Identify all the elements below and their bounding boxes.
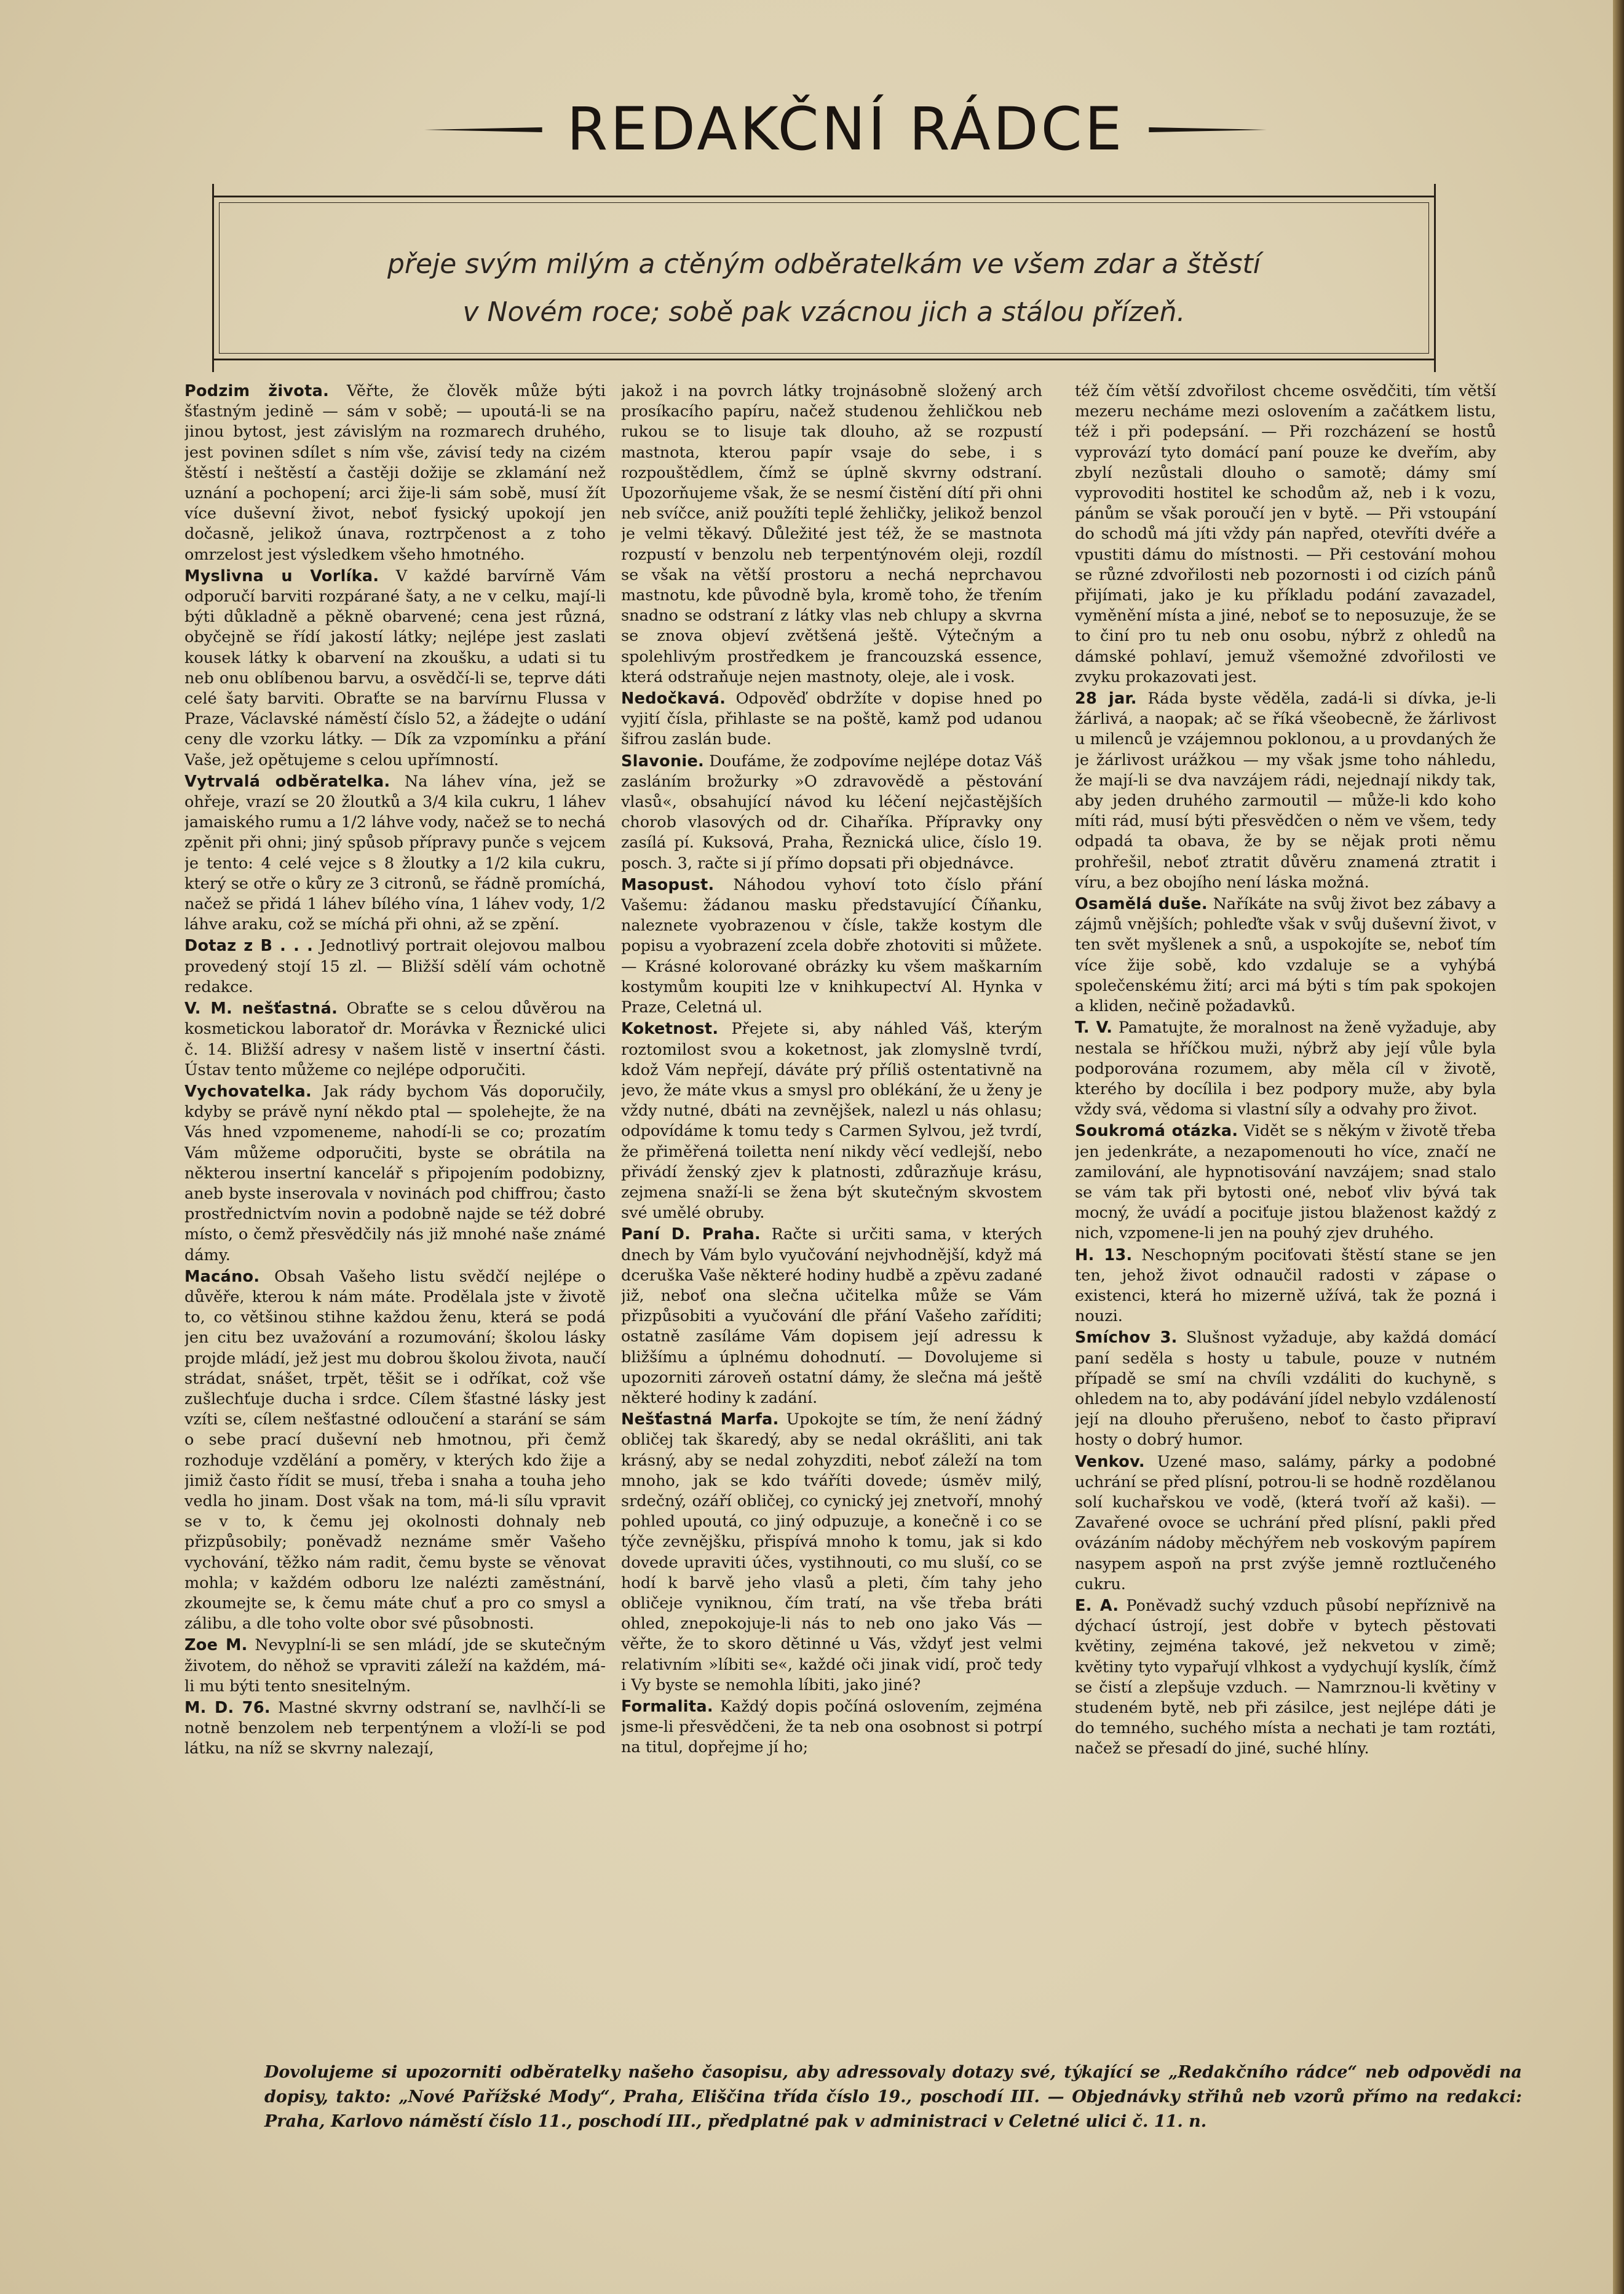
- answer-recipient: T. V.: [1075, 1018, 1113, 1038]
- answer-recipient: Smíchov 3.: [1075, 1328, 1178, 1347]
- answer-recipient: Podzim života.: [184, 382, 330, 400]
- answer-recipient: Slavonie.: [621, 752, 705, 771]
- answer-paragraph: [1075, 1328, 1496, 1450]
- greeting-text: [214, 240, 1434, 336]
- answer-recipient: Paní D. Praha.: [621, 1225, 761, 1244]
- answer-paragraph: [1075, 689, 1496, 893]
- answer-text: Přejete si, aby náhled Váš, kterým roztomilost svou a koketnost, jak zlomyslně tvrdí, kdož Vám nepřejí, dáváte prý příliš ostentativně na jevo, že máte vkus a smysl pro oblékání, že u ženy je vždy nutné, dbáti na zevnějšek, nalezl u nás ohlasu; odpovídáme k tomu tedy s Carmen Sylvou, jež tvrdí, že přiměřená toiletta není nikdy věcí vedlejší, nebo přivádí ženský zjev k platnosti, zdůrazňuje krásu, zejmena snaží-li se žena být skutečným skvostem své umělé obruby.: [621, 1020, 1042, 1223]
- answer-text: Slušnost vyžaduje, aby každá domácí paní seděla s hosty u tabule, pouze v nutném případě se smí na chvíli vzdáliti do kuchyně, s ohledem na to, aby podávání jídel nebylo vzdáleností její na dlouho přerušeno, neboť to často připraví hosty o dobrý humor.: [1075, 1328, 1496, 1450]
- answer-text: V každé barvírně Vám odporučí barviti rozpárané šaty, a ne v celku, mají-li býti důkladně a pěkně obarvené; cena jest různá, obyčejně se řídí jakostí látky; nejlépe jest zaslati kousek látky k obarvení na zkoušku, a udati si tu neb onu oblíbenou barvu, a osvědčí-li se, teprve dáti celé šaty barviti. Obraťte se na barvírnu Flussa v Praze, Václavské náměstí číslo 52, a žádejte o udání ceny dle vzorku látky. — Dík za vzpomínku a přání Vaše, jež opětujeme s celou upřímností.: [184, 566, 606, 769]
- answer-text: Odpověď obdržíte v dopise hned po vyjití čísla, přihlaste se na poště, kamž pod udanou šifrou zaslán bude.: [621, 689, 1042, 749]
- ornament-rule-right: [1149, 122, 1267, 136]
- answer-recipient: Osamělá duše.: [1075, 895, 1208, 914]
- answer-paragraph: [621, 689, 1042, 750]
- answer-recipient: 28 jar.: [1075, 689, 1137, 708]
- answer-recipient: Venkov.: [1075, 1452, 1145, 1471]
- answer-text: Věřte, že člověk může býti šťastným jedině — sám v sobě; — upoutá-li se na jinou bytost, jest závislým na rozmarech druhého, jest povinen sdílet s ním vše, závisí tedy na cizém štěstí i neštěstí a častěji dožije se zklamání než uznání a pochopení; arci žije-li sám sobě, musí žít více duševní život, neboť fysický upokojí jen dočasně, jelikož únava, roztrpčenost a z toho omrzelost jest výsledkem všeho hmotného.: [184, 382, 606, 564]
- answer-recipient: Nedočkavá.: [621, 689, 726, 708]
- column-3: [1075, 381, 1496, 2057]
- answer-paragraph: [1075, 1018, 1496, 1120]
- answer-paragraph: [1075, 894, 1496, 1017]
- answer-text: Neschopným pociťovati štěstí stane se jen ten, jehož život odnaučil radosti v zápase o existenci, která ho mizerně užívá, tak že pozná i nouzi.: [1075, 1245, 1496, 1326]
- answer-text: Na láhev vína, jež se ohřeje, vrazí se 20 žloutků a 3/4 kila cukru, 1 láhev jamaiského rumu a 1/2 láhve vody, načež se to nechá zpěnit při ohni; jiný spůsob přípravy punče s vejcem je tento: 4 celé vejce s 8 žloutky a 1/2 kila cukru, který se otře o kůry ze 3 citronů, se řádně promíchá, načež se přidá 1 láhev bílého vína, 1 láhev vody, 1/2 láhve araku, což se míchá při ohni, až se zpění.: [184, 772, 606, 934]
- ornament-rule-left: [424, 122, 542, 136]
- answer-recipient: Zoe M.: [184, 1636, 248, 1655]
- answer-paragraph: [184, 1267, 606, 1635]
- answer-paragraph: [1075, 1452, 1496, 1595]
- answer-recipient: Macáno.: [184, 1267, 260, 1286]
- answer-paragraph: [184, 566, 606, 771]
- banner-corner-tick: [1434, 184, 1436, 206]
- answer-paragraph: [621, 752, 1042, 874]
- answers-columns: [184, 381, 1507, 2057]
- answer-text: Jak rády bychom Vás doporučily, kdyby se právě nyní někdo ptal — spolehejte, že na Vás hned vzpomeneme, nahodí-li se co; prozatím Vám můžeme odporučiti, byste se obrátila na některou insertní kancelář s připojením podobizny, aneb byste inserovala v novinách pod chiffrou; často prostřednictvím novin a podobně najde se též dobré místo, o čemž přesvědčily nás již mnohé naše známé dámy.: [184, 1082, 606, 1264]
- answer-paragraph: [621, 875, 1042, 1018]
- answer-text: Doufáme, že zodpovíme nejlépe dotaz Váš zasláním brožurky »O zdravovědě a pěstování vlasů«, obsahující návod ku léčení nejčastějších chorob vlasových od dr. Cihaříka. Přípravky ony zasílá pí. Kuksová, Praha, Řeznická ulice, číslo 19. posch. 3, račte si jí přímo dopsati při objednávce.: [621, 752, 1042, 873]
- answer-text: Pamatujte, že moralnost na ženě vyžaduje, aby nestala se hříčkou muži, nýbrž aby její vůle byla podporována rozumem, aby měla cíl v životě, kterého by docílila i bez podpory muže, aby byla vždy svá, vědoma si vlastní síly a odvahy pro život.: [1075, 1018, 1496, 1119]
- answer-text: Ráda byste věděla, zadá-li si dívka, je-li žárlivá, a naopak; ač se říká všeobecně, že žárlivost u milenců je vzájemnou poklonou, a u provdaných že je žárlivost urážkou — my však jsme toho náhledu, že mají-li se dva navzájem rádi, nejednají nikdy tak, aby jeden druhého zarmoutil — může-li kdo koho míti rád, musí býti přesvědčen o něm ve všem, tedy odpadá ta obava, že by se nějak proti němu prohřešil, neboť ztratit důvěru znamená ztratit i víru, a bez obojího není láska možná.: [1075, 689, 1496, 892]
- answer-recipient: Nešťastná Marfa.: [621, 1410, 779, 1429]
- answer-text: Náhodou vyhoví toto číslo přání Vašemu: žádanou masku představující Číňanku, naleznete vyobrazenou v čísle, takže kostym dle popisu a vyobrazení zcela dobře zhotoviti si můžete. — Krásné kolorované obrázky ku všem maškarním kostymům koupiti lze v knihkupectví Al. Hynka v Praze, Celetná ul.: [621, 875, 1042, 1017]
- answer-recipient: Soukromá otázka.: [1075, 1122, 1238, 1141]
- answer-text: jakož i na povrch látky trojnásobně složený arch prosíkacího papíru, načež studenou žehličkou neb rukou se to lisuje tak dlouho, až se rozpustí mastnota, kterou papír vsaje do sebe, i s rozpouštědlem, čímž se úplně skvrny odstraní. Upozorňujeme však, že se nesmí čistění dítí při ohni neb svíčce, aniž použíti teplé žehličky, jelikož benzol je velmi těkavý. Důležité jest též, že se mastnota rozpustí v benzolu neb terpentýnovém oleji, rozdíl se však na větší prostoru a nechá neprchavou mastnotu, kde původně byla, kromě toho, že třením snadno se odstraní z látky vlas neb chlupy a skvrna se znova objeví zvětšená ještě. Výtečným a spolehlivým prostředkem je francouzská essence, která odstraňuje nejen mastnoty, oleje, ale i vosk.: [621, 382, 1042, 686]
- answer-text: Každý dopis počíná oslovením, zejména jsme-li přesvědčeni, že ta neb ona osobnost si potrpí na titul, dopřejme jí ho;: [621, 1697, 1042, 1757]
- answer-recipient: Myslivna u Vorlíka.: [184, 566, 379, 585]
- answer-recipient: E. A.: [1075, 1596, 1119, 1615]
- answer-recipient: Formalita.: [621, 1697, 713, 1716]
- answer-paragraph: [184, 381, 606, 565]
- page-title: REDAKČNÍ RÁDCE: [566, 95, 1125, 164]
- banner-corner-tick: [1434, 350, 1436, 372]
- answer-text: Mastné skvrny odstraní se, navlhčí-li se notně benzolem neb terpentýnem a vloží-li se pod látku, na níž se skvrny nalezají,: [184, 1699, 606, 1758]
- answer-recipient: Dotaz z B . . .: [184, 937, 314, 956]
- answer-text: Poněvadž suchý vzduch působí nepříznivě na dýchací ústrojí, jest dobře v bytech pěstovati květiny, zejména takové, jež nekvetou v zimě; květiny tyto vypařují vlhkost a vydychují kyslík, čímž se čistí a zlepšuje vzduch. — Namrznou-li květiny v studeném bytě, neb při zásilce, jest nejlépe dáti je do temného, suchého místa a nechati je tam roztáti, načež se přesadí do jiné, suché hlíny.: [1075, 1596, 1496, 1758]
- answer-recipient: Koketnost.: [621, 1020, 719, 1039]
- answer-recipient: Vychovatelka.: [184, 1082, 312, 1101]
- answer-paragraph: [184, 1082, 606, 1266]
- greeting-line-1: přeje svým milým a ctěným odběratelkám ve všem zdar a štěstí: [387, 248, 1261, 280]
- answer-paragraph: [621, 1410, 1042, 1696]
- answer-text: Jednotlivý portrait olejovou malbou provedený stojí 15 zl. — Bližší sdělí vám ochotně redakce.: [184, 937, 606, 996]
- answer-recipient: V. M. nešťastná.: [184, 999, 338, 1018]
- answer-paragraph: [621, 1224, 1042, 1408]
- answer-text: Upokojte se tím, že není žádný obličej tak škaredý, aby se nedal okrášliti, ani tak krásný, aby se nedal zohyzditi, neboť záleží na tom mnoho, jak se kdo tváříti dovede; úsměv milý, srdečný, ozáří obličej, co cynický jej znetvoří, mnohý pohled upoutá, co jiný odpuzuje, a konečně i co se týče zevnějšku, přispívá mnoho k tomu, jak si kdo dovede upraviti účes, vystihnouti, co mu sluší, co se hodí k barvě jeho vlasů a pleti, čím tahy jeho obličeje vyniknou, čím tratí, na vše třeba bráti ohled, znepokojuje-li nás to neb ono jako Vás — věřte, že to skoro dětinné u Vás, vždyť jest velmi relativním »líbiti se«, každé oči jinak vidí, proč tedy i Vy byste se nemohla líbiti, jako jiné?: [621, 1410, 1042, 1694]
- answer-text: Nevyplní-li se sen mládí, jde se skutečným životem, do něhož se vpraviti záleží na každém, má-li mu býti tento snesitelným.: [184, 1636, 606, 1696]
- banner-corner-tick: [212, 184, 214, 206]
- answer-paragraph: [184, 1635, 606, 1697]
- binding-edge: [1613, 0, 1624, 2294]
- answer-paragraph: [1075, 381, 1496, 688]
- greeting-banner: [212, 196, 1436, 360]
- answer-paragraph: [621, 381, 1042, 688]
- answer-text: též čím větší zdvořilost chceme osvědčiti, tím větší mezeru necháme mezi oslovením a začátkem listu, též i při podepsání. — Při rozcházení se hostů vyprovází tyto domácí paní pouze ke dveřím, aby zbylí nezůstali dlouho o samotě; dámy smí vyprovoditi hostitel ke schodům až, neb i k vozu, pánům se však poroučí jen v bytě. — Při vstoupání do schodů má jíti vždy pán napřed, otevříti dvéře a vpustiti dámu do místnosti. — Při cestování mohou se různé zdvořilosti neb pozornosti i od cizích pánů přijímati, jako je ku příkladu podání zavazadel, vyměnění místa a jiné, neboť se to neposuzuje, že se to činí pro tu neb onu osobu, nýbrž z ohledů na dámské pohlaví, jemuž všemožné zdvořilosti ve zvyku prokazovati jest.: [1075, 382, 1496, 686]
- editorial-notice: Dovolujeme si upozorniti odběratelky našeho časopisu, aby adressovaly dotazy své, týkající se „Redakčního rádce“ neb odpovědi na dopisy, takto: „Nové Pařížské Mody“, Praha, Eliščina třída číslo 19., poschodí III. — Objednávky střihů neb vzorů přímo na redakci: Praha, Karlovo náměstí číslo 11., poschodí III., předplatné pak v administraci v Celetné ulici č. 11. n.: [264, 2063, 1522, 2131]
- banner-corner-tick: [212, 350, 214, 372]
- answer-text: Vidět se s někým v životě třeba jen jedenkráte, a nezapomenouti ho více, značí ne zamilování, ale hypnotisování navzájem; snad stalo se vám tak při bytosti oné, neboť vliv bývá tak mocný, že uvádí a pociťuje jistou blaženost každý z nich, vzpomene-li jen na pouhý zjev druhého.: [1075, 1122, 1496, 1243]
- answer-recipient: Masopust.: [621, 875, 715, 894]
- answer-paragraph: [1075, 1121, 1496, 1244]
- column-2: [621, 381, 1042, 2057]
- answer-paragraph: [1075, 1596, 1496, 1760]
- greeting-line-2: v Novém roce; sobě pak vzácnou jich a stálou přízeň.: [462, 296, 1186, 328]
- answer-text: Obsah Vašeho listu svědčí nejlépe o důvěře, kterou k nám máte. Prodělala jste v životě to, co většinou stihne každou ženu, která se podá jen citu bez uvažování a rozumování; školou lásky projde mládí, jež jest mu dobrou školou života, naučí strádat, snášet, trpět, těšit se i odříkat, což vše zušlechťuje ducha i srdce. Cílem šťastné lásky jest vzíti se, cílem nešťastné odloučení a starání se sám o sebe prací duševní neb hmotnou, při čemž rozhoduje vzdělání a poměry, v kterých kdo žije a jimiž často řídit se musí, třeba i snaha a touha jeho vedla ho jinam. Dost však na tom, má-li sílu vpravit se v to, k čemu jej okolnosti dohnaly neb přizpůsobily; poněvadž neznáme směr Vašeho vychování, těžko nám radit, čemu byste se věnovat mohla; v každém odboru lze nalézti zaměstnání, zkoumejte se, k čemu máte chuť a pro co smysl a zálibu, a dle toho volte obor své působnosti.: [184, 1267, 606, 1633]
- answer-recipient: M. D. 76.: [184, 1699, 271, 1717]
- answer-text: Račte si určiti sama, v kterých dnech by Vám bylo vyučování nejvhodnější, když má dceruška Vaše některé hodiny hudbě a zpěvu zadané již, neboť ona slečna učitelka může se Vám přizpůsobiti a vyučování dle přání Vašeho zaříditi; ostatně zasíláme Vám dopisem její adressu k bližšímu a úplnému dohodnutí. — Dovolujeme si upozorniti zároveň ostatní dámy, že slečna má ještě některé hodiny k zadání.: [621, 1225, 1042, 1407]
- answer-paragraph: [621, 1697, 1042, 1758]
- column-1: [184, 381, 606, 2057]
- answer-text: Obraťte se s celou důvěrou na kosmetickou laboratoř dr. Morávka v Řeznické ulici č. 14. Bližší adresy v našem listě v insertní části. Ústav tento můžeme co nejlépe odporučiti.: [184, 999, 606, 1079]
- answer-paragraph: [1075, 1245, 1496, 1327]
- answer-paragraph: [621, 1019, 1042, 1223]
- answer-recipient: Vytrvalá odběratelka.: [184, 772, 390, 791]
- answer-paragraph: [184, 772, 606, 935]
- answer-recipient: H. 13.: [1075, 1245, 1133, 1264]
- answer-text: Naříkáte na svůj život bez zábavy a zájmů vnějších; pohleďte však v svůj duševní život, v ten svět myšlenek a snů, a uspokojíte se, neboť tím více žije sobě, kdo vzdaluje se a vyhýbá společenskému žití; arci má býti s tím pak spokojen a kliden, nečině požadavků.: [1075, 895, 1496, 1016]
- answer-paragraph: [184, 936, 606, 998]
- answer-text: Uzené maso, salámy, párky a podobné uchrání se před plísní, potrou-li se hodně rozdělanou solí kuchařskou ve vodě, (která tvoří až kaši). — Zavařené ovoce se uchrání před plísní, pakli před ovázáním nádoby měchýřem neb voskovým papírem nasypem aspoň na prst zvýše jemně roztlučeného cukru.: [1075, 1452, 1496, 1593]
- page-header: [424, 86, 1267, 172]
- answer-paragraph: [184, 999, 606, 1081]
- answer-paragraph: [184, 1698, 606, 1760]
